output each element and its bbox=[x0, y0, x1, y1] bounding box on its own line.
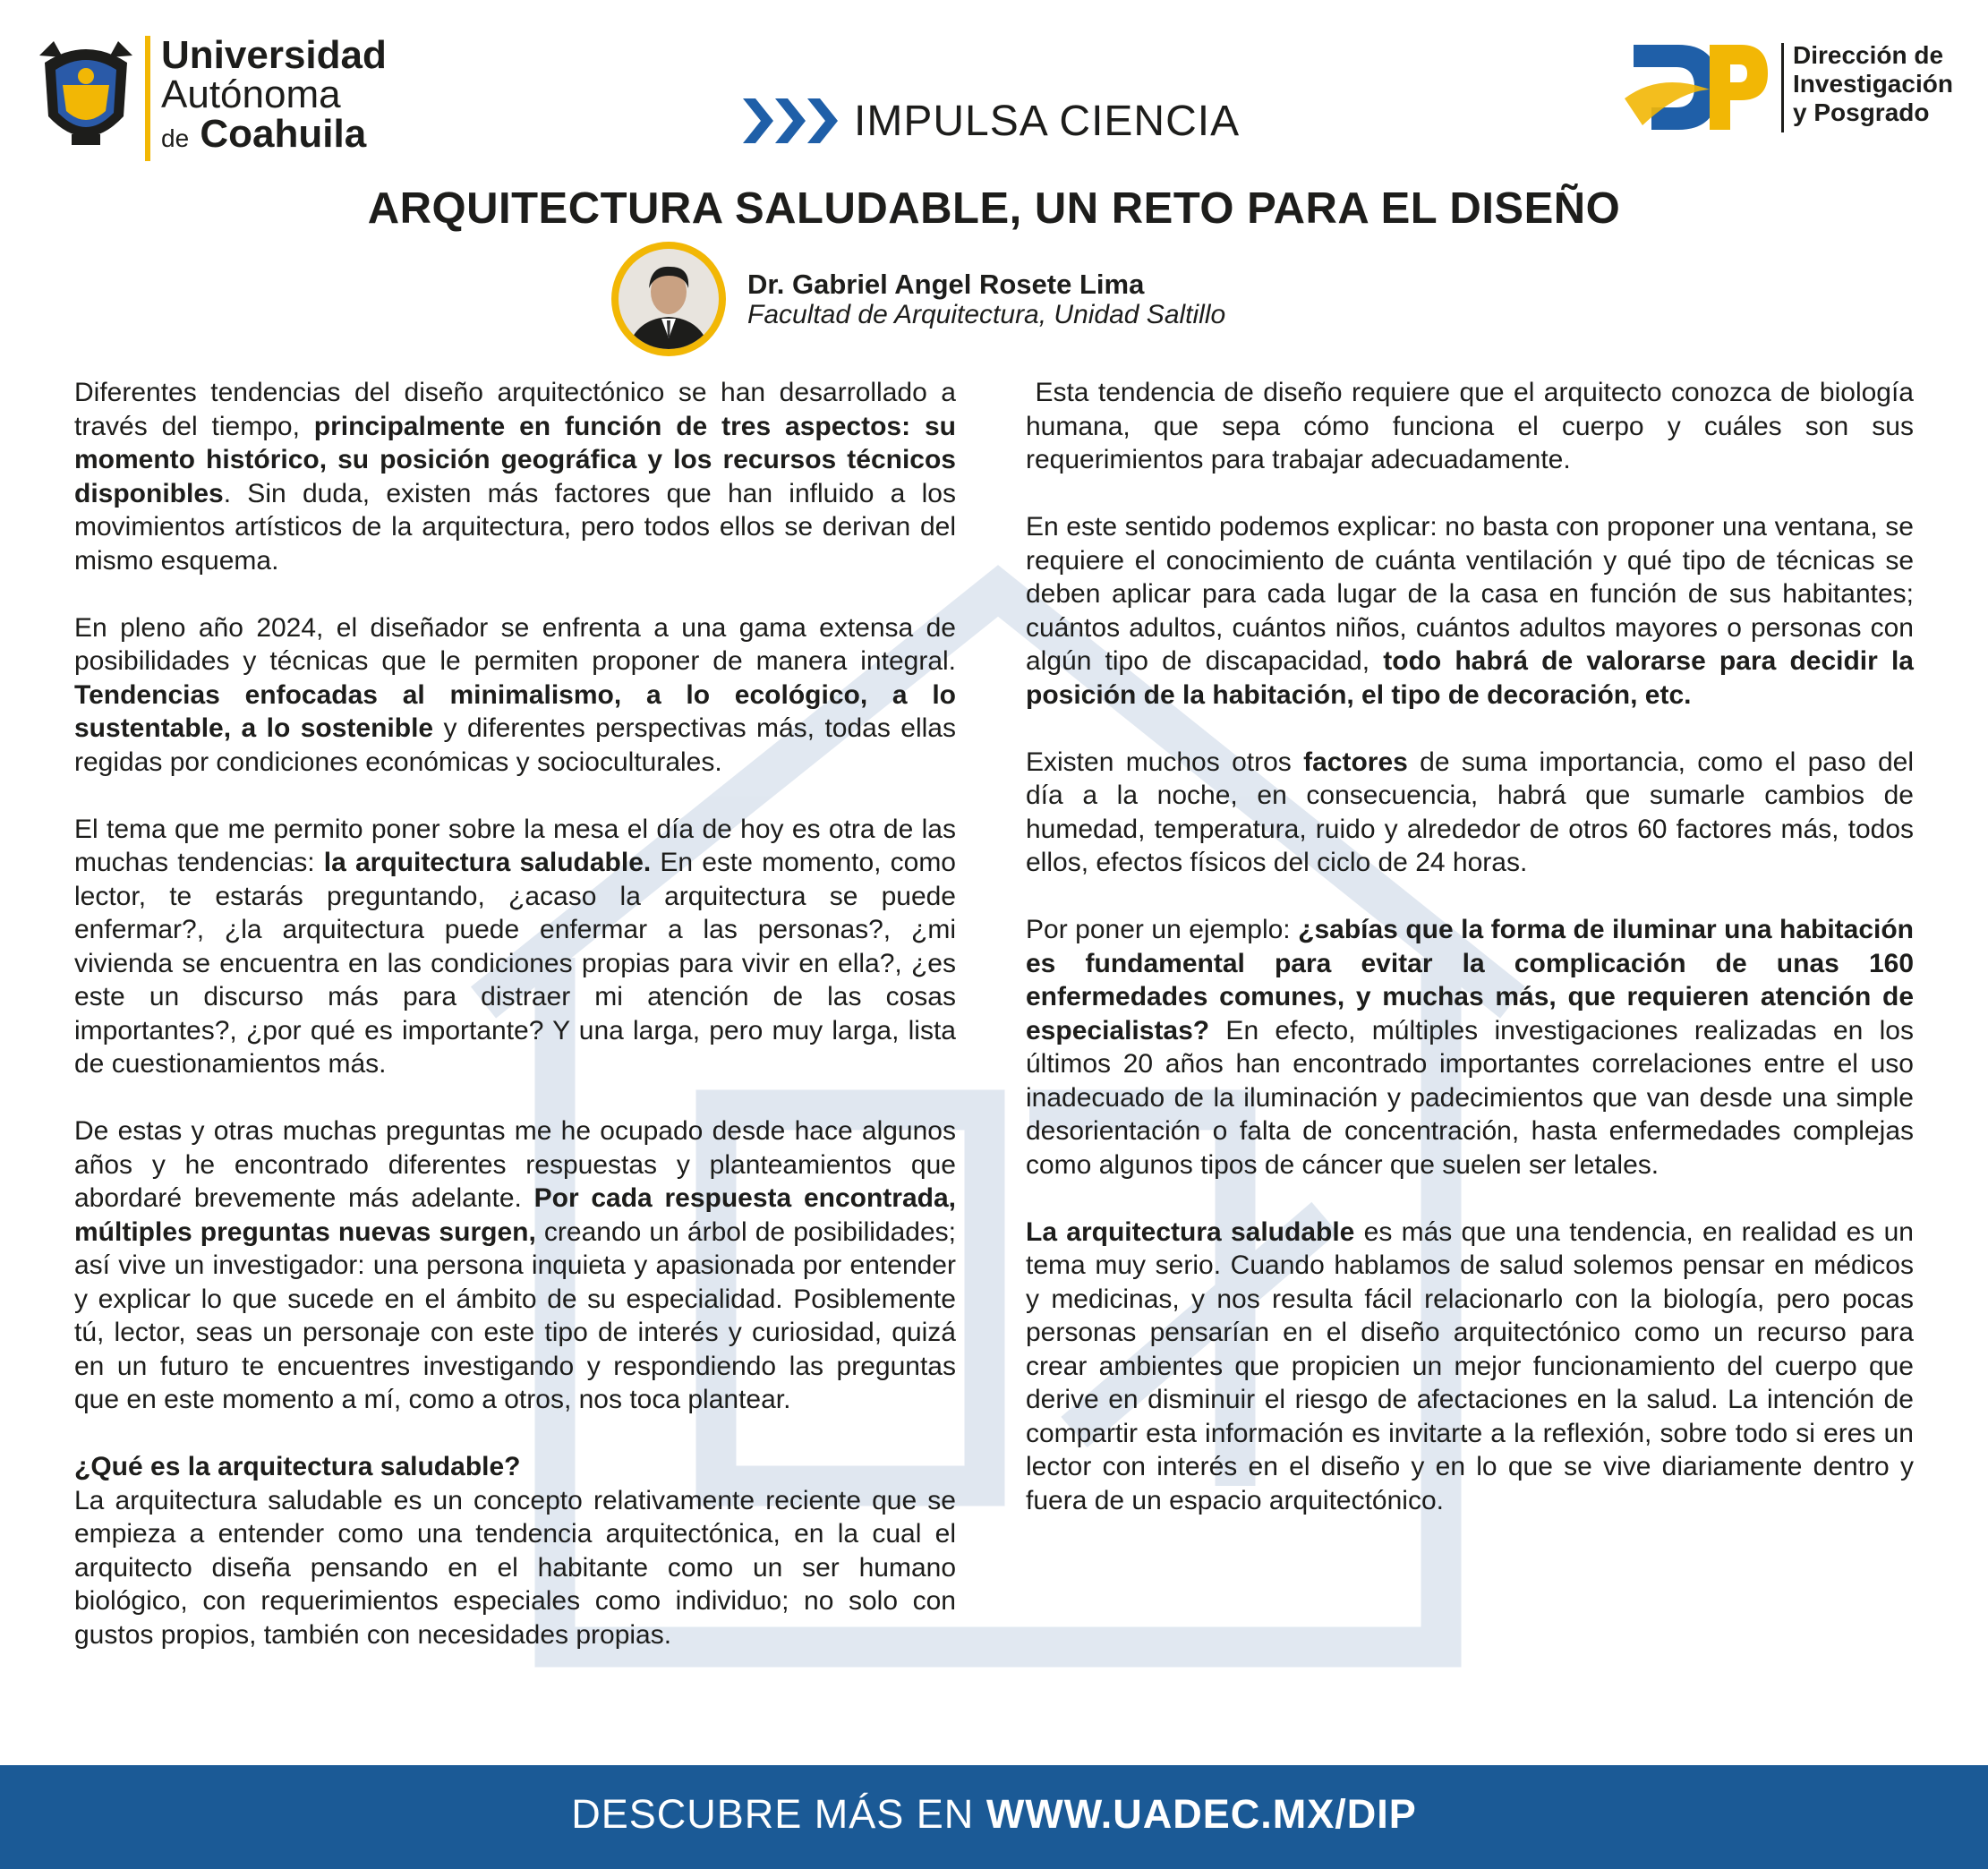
bold-span: La arquitectura saludable bbox=[1026, 1216, 1355, 1247]
footer-url-link[interactable]: WWW.UADEC.MX/DIP bbox=[985, 1791, 1417, 1837]
article-title: ARQUITECTURA SALUDABLE, UN RETO PARA EL DISEÑO bbox=[367, 184, 1621, 233]
text-span: En este momento, como lector, te estarás preguntando, ¿acaso la arquitectura se puede enfermar?, ¿la arquitectura puede enfermar a las personas?, ¿mi vivienda se encuentra en las condiciones propias para vivir en ella?, ¿es este un discurso más para distraer mi atención de las cosas importantes?, ¿por qué es importante? Y una larga, pero muy larga, lista de cuestionamientos más. bbox=[74, 848, 956, 1079]
university-line2: Autónoma bbox=[161, 73, 341, 116]
bold-span: principalmente en función de tres aspectos: su momento histórico, su posición geográfica y los recursos técnicos disponibles bbox=[74, 411, 956, 508]
paragraph bbox=[1026, 746, 1914, 880]
dip-line2: Investigación bbox=[1793, 70, 1953, 98]
paragraph bbox=[1026, 913, 1914, 1182]
bold-span: Tendencias enfocadas al minimalismo, a lo ecológico, a lo sustentable, a lo sostenible bbox=[74, 679, 956, 743]
bold-span: factores bbox=[1303, 747, 1408, 777]
dip-line1: Dirección de bbox=[1793, 41, 1944, 69]
dip-divider bbox=[1781, 43, 1784, 132]
text-span: creando un árbol de posibilidades; así vive un investigador: una persona inquieta y apasionada por entender y explicar lo que sucede en el ámbito de su especialidad. Posiblemente tú, lector, seas un personaje con este tipo de interés y curiosidad, quizá en un futuro te encuentres investigando y respondiendo las preguntas que en este momento a mí, como a otros, nos toca plantear. bbox=[74, 1216, 956, 1414]
dip-logo bbox=[1625, 36, 1965, 143]
text-span: y diferentes perspectivas más, todas ellas regidas por condiciones económicas y socioculturales. bbox=[74, 713, 956, 777]
paragraph bbox=[74, 376, 956, 577]
text-span: Diferentes tendencias del diseño arquitectónico se han desarrollado a través del tiempo, bbox=[74, 378, 956, 441]
text-span: En efecto, múltiples investigaciones realizadas en los últimos 20 años han encontrado importantes correlaciones entre el uso inadecuado de la iluminación y padecimientos que van desde una simple desorientación o falta de concentración, hasta enfermedades complejas como algunos tipos de cáncer que suelen ser letales. bbox=[1026, 1015, 1914, 1180]
dip-name bbox=[1793, 41, 1953, 127]
dip-mark-icon bbox=[1625, 36, 1772, 139]
university-line1: Universidad bbox=[161, 33, 387, 77]
paragraph: La arquitectura saludable es un concepto relativamente reciente que se empieza a entender como una tendencia arquitectónica, en la cual el arquitecto diseña pensando en el habitante como un ser humano biológico, con requerimientos especiales como individuo; no solo con gustos propios, también con necesidades propias. bbox=[74, 1485, 956, 1650]
paragraph bbox=[74, 611, 956, 780]
footer-bar bbox=[0, 1765, 1988, 1869]
impulsa-ciencia-banner bbox=[743, 90, 1240, 152]
paragraph bbox=[74, 1114, 956, 1417]
author-affiliation: Facultad de Arquitectura, Unidad Saltillo bbox=[747, 300, 1226, 329]
paragraph bbox=[1026, 510, 1914, 712]
left-column bbox=[74, 376, 956, 1651]
text-span: De estas y otras muchas preguntas me he ocupado desde hace algunos años y he encontrado diferentes respuestas y planteamientos que abordaré brevemente más adelante. bbox=[74, 1116, 956, 1213]
university-line3-prefix: de bbox=[161, 124, 190, 152]
logo-divider bbox=[145, 36, 150, 161]
text-span: es más que una tendencia, en realidad es un tema muy serio. Cuando hablamos de salud solemos pensar en médicos y medicinas, y nos resulta fácil relacionarlo con la biología, pero pocas personas pensarían en el diseño arquitectónico como un recurso para crear ambientes que propicien un mejor funcionamiento del cuerpo que derive en disminuir el riesgo de afectaciones en la salud. La intención de compartir esta información es invitarte a la reflexión, sobre todo si eres un lector con interés en el diseño y en lo que se vive diariamente dentro y fuera de un espacio arquitectónico. bbox=[1026, 1216, 1914, 1515]
text-span: En este sentido podemos explicar: no basta con proponer una ventana, se requiere el conocimiento de cuánta ventilación y qué tipo de técnicas se deben aplicar para cada lugar de la casa en función de sus habitantes; cuántos adultos, cuántos niños, cuántos adultos mayores o personas con algún tipo de discapacidad, bbox=[1026, 512, 1914, 676]
author-name: Dr. Gabriel Angel Rosete Lima bbox=[747, 269, 1145, 300]
paragraph: Esta tendencia de diseño requiere que el arquitecto conozca de biología humana, que sepa cómo funciona el cuerpo y cuáles son sus requerimientos para trabajar adecuadamente. bbox=[1026, 378, 1922, 474]
author-portrait-icon bbox=[619, 249, 719, 349]
text-span: de suma importancia, como el paso del día a la noche, en consecuencia, habrá que sumarle cambios de humedad, temperatura, ruido y alrededor de otros 60 factores más, todos ellos, efectos físicos del ciclo de 24 horas. bbox=[1026, 747, 1914, 877]
university-crest-icon bbox=[36, 36, 136, 152]
university-line3: Coahuila bbox=[200, 112, 367, 156]
footer-prefix: DESCUBRE MÁS EN bbox=[571, 1791, 986, 1837]
bold-span: todo habrá de valorarse para decidir la posición de la habitación, el tipo de decoración, etc. bbox=[1026, 646, 1914, 710]
banner-text: IMPULSA CIENCIA bbox=[854, 97, 1241, 145]
text-span: En pleno año 2024, el diseñador se enfrenta a una gama extensa de posibilidades y técnicas que le permiten proponer de manera integral. bbox=[74, 612, 956, 676]
right-column bbox=[1026, 376, 1922, 1517]
author-avatar bbox=[611, 242, 726, 356]
dip-line3: y Posgrado bbox=[1793, 98, 1930, 126]
paragraph bbox=[74, 813, 956, 1081]
bold-span: ¿sabías que la forma de iluminar una habitación es fundamental para evitar la complicación de unas 160 enfermedades comunes, y muchas más, que requieren atención de especialistas? bbox=[1026, 915, 1915, 1045]
text-span: . Sin duda, existen más factores que han influido a los movimientos artísticos de la arquitectura, pero todos ellos se derivan del mismo esquema. bbox=[74, 478, 956, 576]
university-name bbox=[161, 33, 387, 158]
text-span: Existen muchos otros bbox=[1026, 747, 1304, 777]
footer-text bbox=[0, 1765, 1988, 1869]
text-span: Por poner un ejemplo: bbox=[1026, 915, 1299, 944]
chevrons-icon bbox=[743, 94, 841, 148]
section-heading: ¿Qué es la arquitectura saludable? bbox=[74, 1452, 521, 1481]
bold-span: Por cada respuesta encontrada, múltiples preguntas nuevas surgen, bbox=[74, 1183, 957, 1247]
paragraph bbox=[1026, 1216, 1914, 1518]
bold-span: la arquitectura saludable. bbox=[323, 848, 652, 877]
university-logo bbox=[36, 33, 430, 170]
text-span: El tema que me permito poner sobre la mesa el día de hoy es otra de las muchas tendencias: bbox=[74, 814, 956, 877]
